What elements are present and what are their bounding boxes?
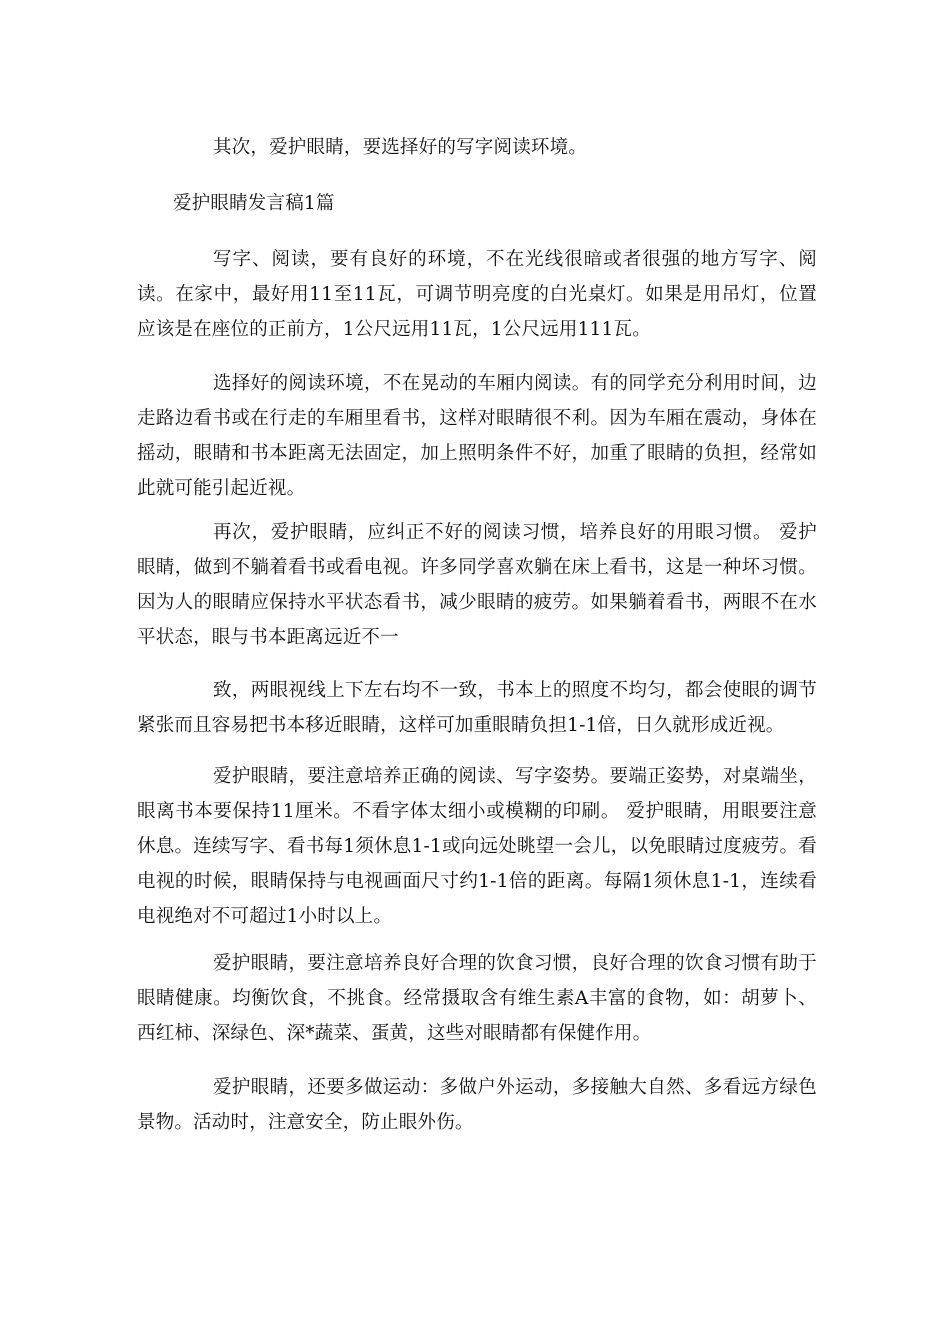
paragraph-exercise: 爱护眼睛，还要多做运动：多做户外运动，多接触大自然、多看远方绿色景物。活动时，注意安全，防止眼外伤。: [137, 1077, 817, 1133]
paragraph-vehicle-reading: 选择好的阅读环境，不在晃动的车厢内阅读。有的同学充分利用时间，边走路边看书或在行走的车厢里看书，这样对眼睛很不利。因为车厢在震动，身体在摇动，眼睛和书本距离无法固定，加上照明条件不好，加重了眼睛的负担，经常如此就可能引起近视。: [137, 373, 817, 499]
section-heading: 爱护眼睛发言稿1篇: [173, 193, 335, 214]
paragraph-posture-rest: 爱护眼睛，要注意培养正确的阅读、写字姿势。要端正姿势，对桌端坐，眼离书本要保持11厘米。不看字体太细小或模糊的印刷。 爱护眼睛，用眼要注意休息。连续写字、看书每1须休息1-1或向远处眺望一会儿，以免眼睛过度疲劳。看电视的时候，眼睛保持与电视画面尺寸约1-1倍的距离。每隔1须休息1-1，连续看电视绝对不可超过1小时以上。: [137, 766, 817, 927]
paragraph-diet: 爱护眼睛，要注意培养良好合理的饮食习惯，良好合理的饮食习惯有助于眼睛健康。均衡饮食，不挑食。经常摄取含有维生素A丰富的食物，如：胡萝卜、西红柿、深绿色、深*蔬菜、蛋黄，这些对眼睛都有保健作用。: [137, 953, 817, 1044]
paragraph-continuation: 致，两眼视线上下左右均不一致，书本上的照度不均匀，都会使眼的调节紧张而且容易把书本移近眼睛，这样可加重眼睛负担1-1倍，日久就形成近视。: [137, 680, 817, 736]
paragraph-environment: 写字、阅读，要有良好的环境，不在光线很暗或者很强的地方写字、阅读。在家中，最好用11至11瓦，可调节明亮度的白光桌灯。如果是用吊灯，位置应该是在座位的正前方，1公尺远用11瓦，1公尺远用111瓦。: [137, 249, 817, 340]
paragraph-intro: 其次，爱护眼睛，要选择好的写字阅读环境。: [213, 137, 588, 158]
paragraph-reading-habits: 再次，爱护眼睛，应纠正不好的阅读习惯，培养良好的用眼习惯。 爱护眼睛，做到不躺着看书或看电视。许多同学喜欢躺在床上看书，这是一种坏习惯。因为人的眼睛应保持水平状态看书，减少眼睛的疲劳。如果躺着看书，两眼不在水平状态，眼与书本距离远近不一: [137, 522, 817, 648]
